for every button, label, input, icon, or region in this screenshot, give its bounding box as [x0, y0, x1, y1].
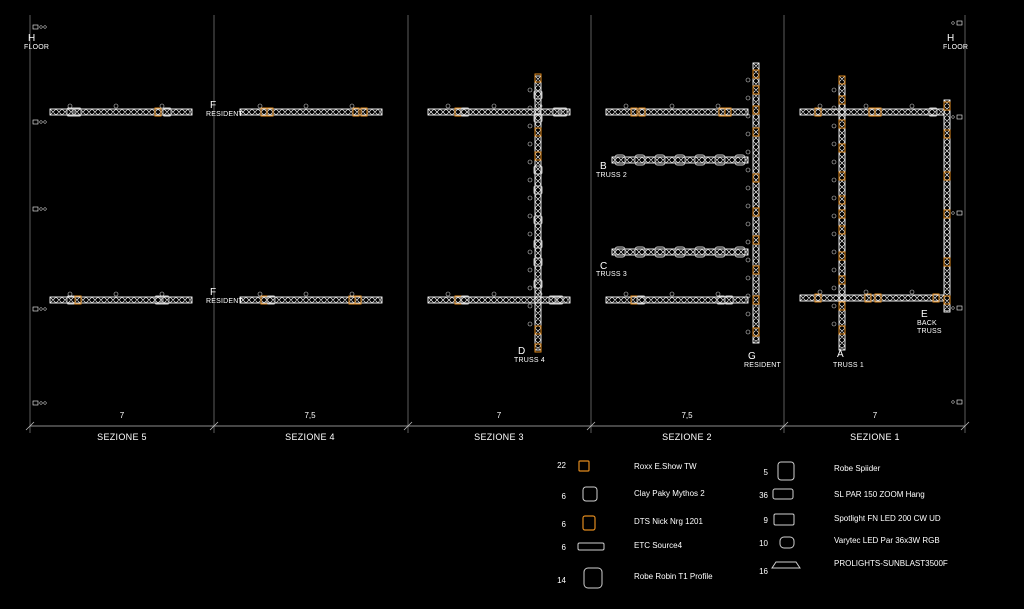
floor-dot-right-1 — [952, 116, 955, 119]
floor-dot-left-b-1 — [44, 121, 47, 124]
fixture-149 — [746, 258, 750, 262]
resident-top-letter: F — [210, 100, 217, 111]
fixture-51 — [695, 247, 705, 257]
legend-name-source4: ETC Source4 — [634, 541, 683, 550]
truss-resident-g-frame — [753, 63, 759, 343]
legend-name-slpar: SL PAR 150 ZOOM Hang — [834, 490, 925, 499]
fixture-109 — [910, 104, 914, 108]
truss-4-lattice — [535, 76, 541, 350]
truss-1 — [839, 76, 845, 350]
fixture-135 — [528, 268, 532, 272]
section-2-width: 7,5 — [681, 411, 693, 420]
legend-name-spotlight: Spotlight FN LED 200 CW UD — [834, 514, 941, 523]
fixture-102 — [492, 104, 496, 108]
back-truss-letter: E — [921, 309, 928, 320]
fixture-130 — [528, 178, 532, 182]
fixture-97 — [160, 104, 164, 108]
back-truss-text1: BACK — [917, 320, 937, 327]
legend-count-roxx: 22 — [557, 461, 566, 470]
legend-name-mythos: Clay Paky Mythos 2 — [634, 489, 705, 498]
legend-count-sunblast: 16 — [759, 567, 768, 576]
fixture-122 — [818, 290, 822, 294]
fixture-129 — [528, 160, 532, 164]
fixture-45 — [715, 155, 725, 165]
resident-g-letter: G — [748, 351, 756, 362]
floor-dot-left-2 — [40, 208, 43, 211]
fixture-158 — [832, 160, 836, 164]
fixture-120 — [670, 292, 674, 296]
fixture-106 — [716, 104, 720, 108]
fixture-152 — [746, 312, 750, 316]
truss-layer — [50, 63, 950, 350]
fixture-132 — [528, 214, 532, 218]
truss-2-frame — [612, 157, 748, 163]
section-1-width: 7 — [872, 411, 878, 420]
fixture-95 — [68, 104, 72, 108]
fixture-163 — [832, 250, 836, 254]
fixture-166 — [832, 304, 836, 308]
fixture-113 — [258, 292, 262, 296]
back-truss — [944, 100, 950, 312]
fixture-153 — [746, 330, 750, 334]
legend-name-sunblast: PROLIGHTS-SUNBLAST3500F — [834, 559, 948, 568]
truss-s1-top-lattice — [800, 109, 944, 115]
fixture-140 — [746, 96, 750, 100]
fixture-128 — [528, 142, 532, 146]
truss-2 — [612, 157, 748, 163]
truss-3 — [612, 249, 748, 255]
fixture-145 — [746, 186, 750, 190]
legend-count-spiider: 5 — [763, 468, 768, 477]
fixture-105 — [670, 104, 674, 108]
truss-s1-top — [800, 109, 944, 115]
floor-dot-left-b-0 — [44, 26, 47, 29]
truss3-letter: C — [600, 261, 608, 272]
fixture-156 — [832, 124, 836, 128]
fixture-159 — [832, 178, 836, 182]
floor-fixture-right-2 — [957, 211, 962, 215]
legend-count-mythos: 6 — [561, 492, 566, 501]
fixture-162 — [832, 232, 836, 236]
truss-s5-bottom-lattice — [50, 297, 192, 303]
fixture-123 — [864, 290, 868, 294]
floor-fixture-left-2 — [33, 207, 38, 211]
floor-right-letter: H — [947, 33, 955, 44]
legend-count-varytec: 10 — [759, 539, 768, 548]
floor-dot-right-4 — [952, 401, 955, 404]
fixture-42 — [655, 155, 665, 165]
floor-dot-right-3 — [952, 307, 955, 310]
section-5-name: SEZIONE 5 — [97, 432, 147, 442]
fixture-104 — [624, 104, 628, 108]
truss2-text: TRUSS 2 — [596, 172, 627, 179]
truss-s1-top-frame — [800, 109, 944, 115]
truss-3-frame — [612, 249, 748, 255]
fixture-131 — [528, 196, 532, 200]
floor-dot-left-b-4 — [44, 402, 47, 405]
fixture-101 — [446, 104, 450, 108]
legend-name-spiider: Robe Spiider — [834, 464, 881, 473]
fixture-49 — [655, 247, 665, 257]
floor-fixture-right-4 — [957, 400, 962, 404]
section-guides — [30, 15, 965, 433]
floor-fixture-left-3 — [33, 307, 38, 311]
truss-3-lattice — [612, 249, 748, 255]
fixture-160 — [832, 196, 836, 200]
truss-s2-bottom-lattice — [606, 297, 748, 303]
section-3-name: SEZIONE 3 — [474, 432, 524, 442]
truss2-letter: B — [600, 161, 607, 172]
truss-s5-bottom — [50, 297, 192, 303]
fixture-43 — [675, 155, 685, 165]
section-2-name: SEZIONE 2 — [662, 432, 712, 442]
fixture-47 — [615, 247, 625, 257]
fixture-107 — [818, 104, 822, 108]
floor-left-letter: H — [28, 33, 36, 44]
sl-par-icon — [773, 489, 793, 499]
floor-dot-left-b-2 — [44, 208, 47, 211]
roxx-eshow-icon — [579, 461, 589, 471]
source4-icon — [578, 543, 604, 550]
truss-resident-g — [753, 63, 759, 343]
sunblast-icon — [772, 562, 800, 568]
fixture-137 — [528, 304, 532, 308]
truss3-text: TRUSS 3 — [596, 271, 627, 278]
dts-nick-icon — [583, 516, 595, 530]
legend-count-dts: 6 — [561, 520, 566, 529]
fixture-167 — [832, 322, 836, 326]
fixture-53 — [735, 247, 745, 257]
truss-s3-top — [428, 109, 570, 115]
fixture-165 — [832, 286, 836, 290]
fixture-150 — [746, 276, 750, 280]
section-3-width: 7 — [496, 411, 502, 420]
fixture-124 — [910, 290, 914, 294]
truss-s1-bottom-lattice — [800, 295, 944, 301]
fixture-108 — [864, 104, 868, 108]
fixture-98 — [258, 104, 262, 108]
truss-s2-top — [606, 109, 748, 115]
fixture-138 — [528, 322, 532, 326]
section-1-name: SEZIONE 1 — [850, 432, 900, 442]
mythos-icon — [583, 487, 597, 501]
floor-fixture-left-0 — [33, 25, 38, 29]
section-4-name: SEZIONE 4 — [285, 432, 335, 442]
resident-top-text: RESIDENT — [206, 111, 243, 118]
fixture-154 — [832, 88, 836, 92]
fixture-44 — [695, 155, 705, 165]
dimension-line — [26, 422, 969, 430]
truss-s3-top-lattice — [428, 109, 570, 115]
legend-count-robin: 14 — [557, 576, 566, 585]
back-truss-frame — [944, 100, 950, 312]
fixture-134 — [528, 250, 532, 254]
robin-t1-icon — [584, 568, 602, 588]
floor-dot-left-0 — [40, 26, 43, 29]
truss-4 — [535, 76, 541, 350]
truss-1-lattice — [839, 76, 845, 350]
fixture-110 — [68, 292, 72, 296]
truss-s2-top-lattice — [606, 109, 748, 115]
resident-g-text: RESIDENT — [744, 362, 781, 369]
spiider-icon — [778, 462, 794, 480]
floor-fixture-right-1 — [957, 115, 962, 119]
legend-name-varytec: Varytec LED Par 36x3W RGB — [834, 536, 940, 545]
fixture-99 — [304, 104, 308, 108]
legend-count-source4: 6 — [561, 543, 566, 552]
fixture-164 — [832, 268, 836, 272]
fixture-148 — [746, 240, 750, 244]
legend-name-robin: Robe Robin T1 Profile — [634, 572, 713, 581]
fixture-133 — [528, 232, 532, 236]
back-truss-lattice — [944, 100, 950, 312]
truss1-letter: A — [837, 349, 844, 360]
fixture-127 — [528, 124, 532, 128]
floor-dot-right-0 — [952, 22, 955, 25]
floor-dot-left-1 — [40, 121, 43, 124]
truss4-letter: D — [518, 346, 526, 357]
floor-fixture-right-0 — [957, 21, 962, 25]
varytec-icon — [780, 537, 794, 548]
fixture-46 — [735, 155, 745, 165]
floor-dot-left-4 — [40, 402, 43, 405]
fixture-40 — [615, 155, 625, 165]
truss-s2-bottom — [606, 297, 748, 303]
floor-fixture-right-3 — [957, 306, 962, 310]
fixture-41 — [635, 155, 645, 165]
resident-bottom-letter: F — [210, 287, 217, 298]
fixture-52 — [715, 247, 725, 257]
fixture-112 — [160, 292, 164, 296]
floor-dot-right-2 — [952, 212, 955, 215]
fixture-146 — [746, 204, 750, 208]
fixture-157 — [832, 142, 836, 146]
fixture-48 — [635, 247, 645, 257]
floor-left-text: FLOOR — [24, 44, 50, 51]
fixture-136 — [528, 286, 532, 290]
legend-count-spotlight: 9 — [763, 516, 768, 525]
fixture-117 — [492, 292, 496, 296]
truss1-text: TRUSS 1 — [833, 362, 864, 369]
section-4-width: 7,5 — [304, 411, 316, 420]
fixture-142 — [746, 132, 750, 136]
fixture-50 — [675, 247, 685, 257]
section-5-width: 7 — [119, 411, 125, 420]
fixture-161 — [832, 214, 836, 218]
fixture-114 — [304, 292, 308, 296]
truss-resident-g-lattice — [753, 63, 759, 343]
floor-fixture-left-1 — [33, 120, 38, 124]
fixture-147 — [746, 222, 750, 226]
back-truss-text2: TRUSS — [917, 328, 942, 335]
fixture-119 — [624, 292, 628, 296]
spotlight-fn-icon — [774, 514, 794, 525]
legend-name-dts: DTS Nick Nrg 1201 — [634, 517, 703, 526]
floor-right-text: FLOOR — [943, 44, 969, 51]
fixture-96 — [114, 104, 118, 108]
floor-dot-left-3 — [40, 308, 43, 311]
resident-bottom-text: RESIDENT — [206, 298, 243, 305]
fixture-111 — [114, 292, 118, 296]
fixture-121 — [716, 292, 720, 296]
fixture-116 — [446, 292, 450, 296]
floor-dot-left-b-3 — [44, 308, 47, 311]
truss-s1-bottom-frame — [800, 295, 944, 301]
fixture-144 — [746, 168, 750, 172]
fixture-143 — [746, 150, 750, 154]
fixture-115 — [350, 292, 354, 296]
legend-count-slpar: 36 — [759, 491, 768, 500]
truss-2-lattice — [612, 157, 748, 163]
fixture-125 — [528, 88, 532, 92]
floor-fixture-left-4 — [33, 401, 38, 405]
legend-name-roxx: Roxx E.Show TW — [634, 462, 697, 471]
fixture-100 — [350, 104, 354, 108]
truss4-text: TRUSS 4 — [514, 357, 545, 364]
fixture-139 — [746, 78, 750, 82]
truss-s1-bottom — [800, 295, 944, 301]
